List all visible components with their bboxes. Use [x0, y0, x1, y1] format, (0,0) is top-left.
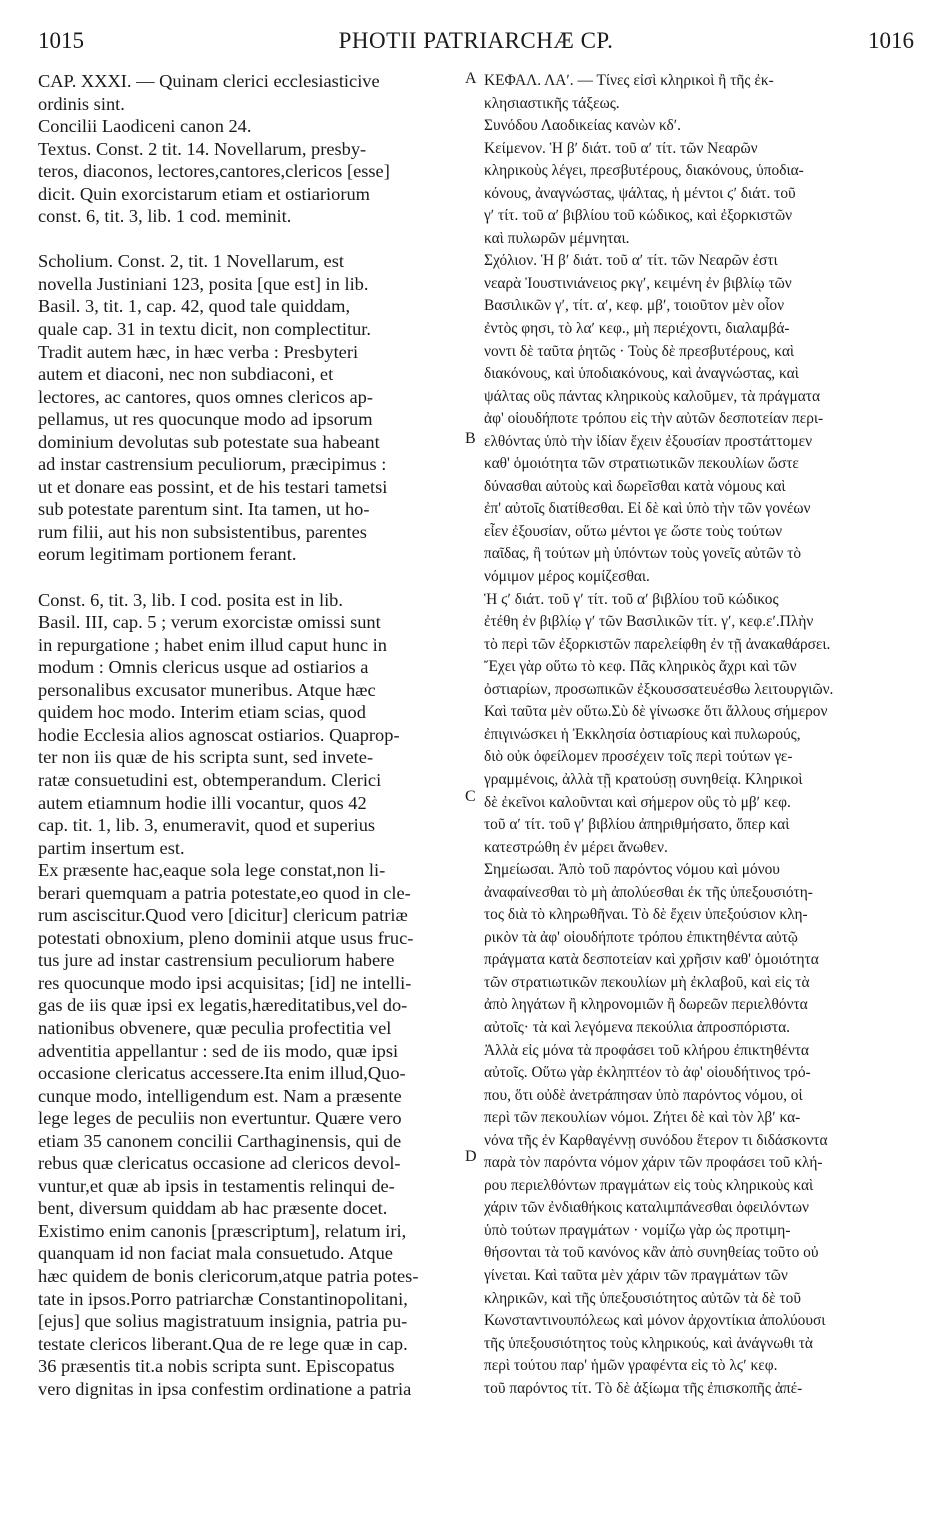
latin-text-line: res quocunque modo ipsi acquisitas; [id] ne intelli- — [38, 972, 412, 993]
section-marker-a: A — [465, 70, 477, 87]
latin-text-line: dicit. Quin exorcistarum etiam et ostiariorum — [38, 183, 370, 204]
greek-text-line: γʹ τίτ. τοῦ αʹ βιβλίου τοῦ κώδικος, καὶ ἐξορκιστῶν — [484, 207, 793, 225]
latin-text-line: quidem hoc modo. Interim etiam scias, quod — [38, 702, 366, 723]
latin-text-line: ut et donare eas possint, et de his testari tametsi — [38, 476, 388, 497]
latin-text-line: vuntur,et quæ ab ipsis in testamentis relinqui de- — [38, 1175, 395, 1196]
latin-text-line: bent, diversum quiddam ab hac præsente docet. — [38, 1198, 388, 1219]
latin-text-line: [ejus] que solius magistratuum insignia, patria pu- — [38, 1311, 408, 1332]
latin-text-line: quale cap. 31 in textu dicit, non complectitur. — [38, 319, 371, 340]
latin-text-line: quanquam id non faciat mala consuetudo. Atque — [38, 1243, 393, 1264]
greek-text-line: αὐτοῖς· τὰ καὶ λεγόμενα πεκούλια ἀπροσπόριστα. — [484, 1018, 791, 1036]
greek-text-line: ἀναφαίνεσθαι τὸ μὴ ἀπολύεσθαι ἐκ τῆς ὑπεξουσιότη- — [484, 883, 813, 901]
greek-text-line: Ἡ ϛʹ διάτ. τοῦ γʹ τίτ. τοῦ αʹ βιβλίου τοῦ κώδικος — [484, 590, 779, 608]
running-title: PHOTII PATRIARCHÆ CP. — [338, 28, 614, 53]
greek-text-line: νόμιμον μέρος κομίζεσθαι. — [484, 568, 650, 586]
greek-text-line: κλησιαστικῆς τάξεως. — [484, 94, 620, 112]
greek-text-line: ἐπιγινώσκει ἡ Ἐκκλησία ὀστιαρίους καὶ πυλωρούς, — [484, 725, 801, 743]
latin-text-line: Tradit autem hæc, in hæc verba : Presbyteri — [38, 341, 359, 362]
greek-text-line: νόνα τῆς ἐν Καρθαγέννῃ συνόδου ἕτερον τι διδάσκοντα — [484, 1131, 828, 1149]
latin-text-line: autem et diaconi, nec non subdiaconi, et — [38, 364, 334, 385]
greek-text-line: ρικὸν τὰ ἀφ' οἱουδήποτε τρόπου ἐπικτηθέντα αὐτῷ — [484, 928, 798, 946]
greek-text-line: δὲ ἐκεῖνοι καλοῦνται καὶ σήμερον οὓς τὸ μβʹ κεφ. — [484, 793, 791, 811]
greek-text-line: δύνασθαι αὐτοὺς καὶ δωρεῖσθαι κατὰ νόμους καὶ — [484, 477, 786, 495]
latin-text-line: personalibus excusator muneribus. Atque hæc — [38, 679, 376, 700]
latin-text-line: ad instar castrensium peculiorum, præcipimus : — [38, 454, 387, 475]
greek-text-line: πράγματα κατὰ δεσποτείαν καὶ χρῆσιν καθ' ὁμοιότητα — [484, 951, 819, 969]
greek-text-line: παῖδας, ἢ τούτων μὴ ὑπόντων τοὺς γονεῖς αὐτῶν τὸ — [484, 545, 802, 563]
greek-text-line: κόνους, ἀναγνώστας, ψάλτας, ἡ μέντοι ϛʹ διάτ. τοῦ — [484, 184, 796, 202]
latin-text-line: ratæ consuetudini est, obtemperandum. Clerici — [38, 769, 382, 790]
greek-text-line: ελθόντας ὑπὸ τὴν ἰδίαν ἔχειν ἐξουσίαν προστάττομεν — [484, 432, 813, 450]
greek-text-line: τῶν στρατιωτικῶν πεκουλίων μὴ ἐκλαβοῦ, καὶ εἰς τὰ — [484, 973, 810, 991]
greek-text-line: θήσονται τὰ τοῦ κανόνος κἂν ἀπὸ συνηθείας τοῦτο οὐ — [484, 1244, 819, 1262]
latin-text-line: hodie Ecclesia alios agnoscat ostiarios. Quaprop- — [38, 724, 400, 745]
latin-text-line: hæc quidem de bonis clericorum,atque patria potes- — [38, 1265, 419, 1286]
greek-text-line: κατεστρώθη ἐν μέρει ἄνωθεν. — [484, 838, 668, 856]
greek-text-line: τος διὰ τὸ κληρωθῆναι. Τὸ δὲ ἔχειν ὑπεξούσιον κλη- — [484, 906, 808, 924]
latin-text-line: Ex præsente hac,eaque sola lege constat,non li- — [38, 860, 386, 881]
greek-text-line: χάριν τῶν ἐνδιαθήκοις καταλιμπάνεσθαι ὀφειλόντων — [484, 1199, 809, 1217]
greek-text-line: εἶεν ἐξουσίαν, οὕτω μέντοι γε ὥστε τοὺς τούτων — [484, 522, 783, 540]
greek-text-line: καὶ πυλωρῶν μέμνηται. — [484, 229, 630, 247]
greek-text-line: τοῦ αʹ τίτ. τοῦ γʹ βιβλίου ἀπηριθμήσατο, ὅπερ καὶ — [484, 816, 790, 834]
latin-text-line: Basil. 3, tit. 1, cap. 42, quod tale quiddam, — [38, 296, 351, 317]
greek-text-line: Κείμενον. Ἡ βʹ διάτ. τοῦ αʹ τίτ. τῶν Νεαρῶν — [484, 139, 758, 157]
greek-text-line: κληρικῶν, καὶ τῆς ὑπεξουσιότητος αὐτῶν τὰ δὲ τοῦ — [484, 1289, 801, 1307]
greek-text-line: ἀπὸ ληγάτων ἢ κληρονομιῶν ἢ δωρεῶν περιελθόντα — [484, 996, 808, 1014]
greek-text-line: Συνόδου Λαοδικείας κανὼν κδʹ. — [484, 117, 681, 135]
greek-text-line: τὸ περὶ τῶν ἐξορκιστῶν παρελείφθη ἐν τῇ ἀνακαθάρσει. — [484, 635, 831, 653]
greek-text-line: τῆς ὑπεξουσιότητος τοὺς κληρικούς, καὶ ἀνάγνωθι τὰ — [484, 1334, 813, 1352]
greek-text-line: ἐντὸς φησι, τὸ λαʹ κεφ., μὴ περιέχοντι, διαλαμβά- — [484, 320, 790, 338]
latin-text-line: tate in ipsos.Porro patriarchæ Constantinopolitani, — [38, 1288, 408, 1309]
section-marker-c: C — [465, 788, 476, 805]
latin-text-line: potestati obnoxium, pleno dominii atque usus fruc- — [38, 927, 414, 948]
greek-text-line: παρὰ τὸν παρόντα νόμον χάριν τῶν προφάσει τοῦ κλή- — [484, 1154, 823, 1172]
paragraph-gap — [38, 228, 466, 251]
latin-text-line: dominium devolutas sub potestate sua habeant — [38, 431, 380, 452]
latin-text-line: teros, diaconos, lectores,cantores,clericos [esse] — [38, 161, 390, 182]
latin-text-line: partim insertum est. — [38, 837, 185, 858]
latin-text-line: novella Justiniani 123, posita [que est] in lib. — [38, 273, 369, 294]
section-marker-d: D — [465, 1148, 477, 1165]
latin-text-line: ordinis sint. — [38, 93, 125, 114]
latin-text-line: 36 præsentis tit.a nobis scripta sunt. Episcopatus — [38, 1356, 395, 1377]
greek-text-line: ἀφ' οἱουδήποτε τρόπου εἰς τὴν αὐτῶν δεσποτείαν περι- — [484, 410, 824, 428]
latin-text-line: Textus. Const. 2 tit. 14. Novellarum, presby- — [38, 138, 367, 159]
latin-column — [38, 70, 466, 1400]
latin-text-line: vero dignitas in ipsa confestim ordinatione a patria — [38, 1378, 412, 1399]
page-number-right: 1016 — [868, 28, 914, 53]
latin-text-line: Const. 6, tit. 3, lib. I cod. posita est in lib. — [38, 589, 343, 610]
latin-text-line: nationibus obvenere, quæ peculia profectitia vel — [38, 1017, 392, 1038]
greek-text-line: γραμμένοις, ἀλλὰ τῇ κρατούσῃ συνηθείᾳ. Κληρικοὶ — [484, 770, 803, 788]
greek-column — [484, 70, 916, 1400]
latin-text-line: CAP. XXXI. — Quinam clerici ecclesiasticive — [38, 71, 380, 91]
greek-text-line: ἐπ' αὐτοῖς διατίθεσθαι. Εἰ δὲ καὶ ὑπὸ τὴν τῶν γονέων — [484, 500, 811, 518]
latin-text-line: cunque modo, intelligendum est. Nam a præsente — [38, 1085, 402, 1106]
greek-text-line: Βασιλικῶν γʹ, τίτ. αʹ, κεφ. μβʹ, τοιοῦτον μὲν οἷον — [484, 297, 785, 315]
greek-text-line: αὐτοῖς. Οὕτω γὰρ ἐκληπτέον τὸ ἀφ' οἱουδήτινος τρό- — [484, 1064, 811, 1082]
latin-text-line: tus jure ad instar castrensium peculiorum habere — [38, 950, 395, 971]
greek-text-line: Σημείωσαι. Ἀπὸ τοῦ παρόντος νόμου καὶ μόνου — [484, 861, 780, 879]
latin-text-line: Existimo enim canonis [præscriptum], relatum iri, — [38, 1220, 407, 1241]
greek-text-line: ψάλτας οὓς πάντας κληρικοὺς καλοῦμεν, τὰ πράγματα — [484, 387, 821, 405]
latin-text-line: etiam 35 canonem concilii Carthaginensis, qui de — [38, 1130, 402, 1151]
latin-text-line: eorum legitimam portionem ferant. — [38, 544, 297, 565]
greek-text-line: Σχόλιον. Ἡ βʹ διάτ. τοῦ αʹ τίτ. τῶν Νεαρῶν ἐστι — [484, 252, 778, 270]
latin-text-line: occasione clericatus accessere.Ita enim illud,Quo- — [38, 1063, 406, 1084]
latin-text-line: rum filii, aut his non subsistentibus, parentes — [38, 521, 367, 542]
latin-text-line: Basil. III, cap. 5 ; verum exorcistæ omissi sunt — [38, 612, 381, 633]
latin-text-line: testate clericos liberant.Qua de re lege quæ in cap. — [38, 1333, 408, 1354]
latin-text-line: lectores, ac cantores, quos omnes clericos ap- — [38, 386, 373, 407]
running-header — [38, 28, 914, 62]
greek-text-line: διακόνους, καὶ ὑποδιακόνους, καὶ ἀναγνώστας, καὶ — [484, 365, 799, 383]
greek-text-line: ρου περιελθόντων πραγμάτων εἰς τοὺς κληρικοὺς καὶ — [484, 1176, 814, 1194]
greek-text-line: γίνεται. Καὶ ταῦτα μὲν χάριν τῶν πραγμάτων τῶν — [484, 1266, 788, 1284]
latin-text-line: modum : Omnis clericus usque ad ostiarios a — [38, 657, 369, 678]
paragraph-gap — [38, 566, 466, 589]
latin-text-line: cap. tit. 1, lib. 3, enumeravit, quod et superius — [38, 815, 376, 836]
greek-text-line: περὶ τούτου παρ' ἡμῶν γραφέντα εἰς τὸ λϛʹ κεφ. — [484, 1357, 778, 1375]
greek-text-line: ὀστιαρίων, προσωπικῶν ἐξκουσσατευέσθω λειτουργιῶν. — [484, 680, 834, 698]
greek-text-line: Ἔχει γὰρ οὕτω τὸ κεφ. Πᾶς κληρικὸς ἄχρι καὶ τῶν — [484, 658, 797, 676]
latin-text-line: autem etiamnum hodie illi vocantur, quos 42 — [38, 792, 367, 813]
latin-text-line: ter non iis quæ de his scripta sunt, sed invete- — [38, 747, 374, 768]
greek-text-line: κληρικοὺς λέγει, πρεσβυτέρους, διακόνους, ὑποδια- — [484, 162, 804, 180]
greek-text-line: νοντι δὲ ταῦτα ῥητῶς · Τοὺς δὲ πρεσβυτέρους, καὶ — [484, 342, 795, 360]
greek-text-line: ἐτέθη ἐν βιβλίῳ γʹ τῶν Βασιλικῶν τίτ. γʹ, κεφ.εʹ.Πλὴν — [484, 613, 814, 631]
greek-text-line: καθ' ὁμοιότητα τῶν στρατιωτικῶν πεκουλίων ὥστε — [484, 455, 799, 473]
greek-text-line: ΚΕΦΑΛ. ΛΑʹ. — Τίνες εἰσὶ κληρικοὶ ἢ τῆς ἐκ- — [484, 72, 774, 89]
greek-text-line: τοῦ παρόντος τίτ. Τὸ δὲ ἀξίωμα τῆς ἐπισκοπῆς ἀπέ- — [484, 1379, 803, 1397]
greek-text-line: Ἀλλὰ εἰς μόνα τὰ προφάσει τοῦ κλήρου ἐπικτηθέντα — [484, 1041, 809, 1059]
latin-text-line: const. 6, tit. 3, lib. 1 cod. meminit. — [38, 206, 292, 227]
greek-text-line: που, ὅτι οὐδὲ ἀνετράπησαν ὑπὸ παρόντος νόμου, οἱ — [484, 1086, 803, 1104]
greek-text-line: νεαρὰ Ἰουστινιάνειος ρκγʹ, κειμένη ἐν βιβλίῳ τῶν — [484, 274, 792, 292]
latin-text-line: pellamus, ut res quocunque modo ad ipsorum — [38, 409, 373, 430]
latin-text-line: gas de iis quæ ipsi ex legatis,hæreditatibus,vel do- — [38, 995, 408, 1016]
latin-text-line: lege leges de peculiis non evertuntur. Quære vero — [38, 1108, 402, 1129]
latin-text-line: adventitia appellantur : sed de iis modo, quæ ipsi — [38, 1040, 399, 1061]
greek-text-line: ὑπὸ τούτων πραγμάτων · νομίζω γὰρ ὡς προτιμη- — [484, 1221, 791, 1239]
latin-text-line: Scholium. Const. 2, tit. 1 Novellarum, est — [38, 251, 344, 272]
latin-text-line: in repurgatione ; habet enim illud caput hunc in — [38, 634, 387, 655]
latin-text-line: rum asciscitur.Quod vero [dicitur] clericum patriæ — [38, 905, 408, 926]
greek-text-line: Καὶ ταῦτα μὲν οὕτω.Σὺ δὲ γίνωσκε ὅτι ἄλλους σήμερον — [484, 703, 828, 721]
greek-text-line: διὸ οὐκ ὀφείλομεν προσέχειν τοῖς περὶ τούτων γε- — [484, 748, 793, 766]
greek-text-line: περὶ τῶν πεκουλίων νόμοι. Ζήτει δὲ καὶ τὸν λβʹ κα- — [484, 1109, 801, 1127]
latin-text-line: rebus quæ clericatus occasione ad clericos devol- — [38, 1153, 401, 1174]
section-marker-b: B — [465, 430, 476, 447]
latin-text-line: berari quemquam a patria potestate,eo quod in cle- — [38, 882, 411, 903]
latin-text-line: sub potestate parentum sint. Ita tamen, ut ho- — [38, 499, 370, 520]
greek-text-line: Κωνσταντινουπόλεως καὶ μόνον ἀρχοντίκια ἀπολύουσι — [484, 1312, 826, 1330]
page-number-left: 1015 — [38, 28, 84, 53]
latin-text-line: Concilii Laodiceni canon 24. — [38, 116, 252, 137]
